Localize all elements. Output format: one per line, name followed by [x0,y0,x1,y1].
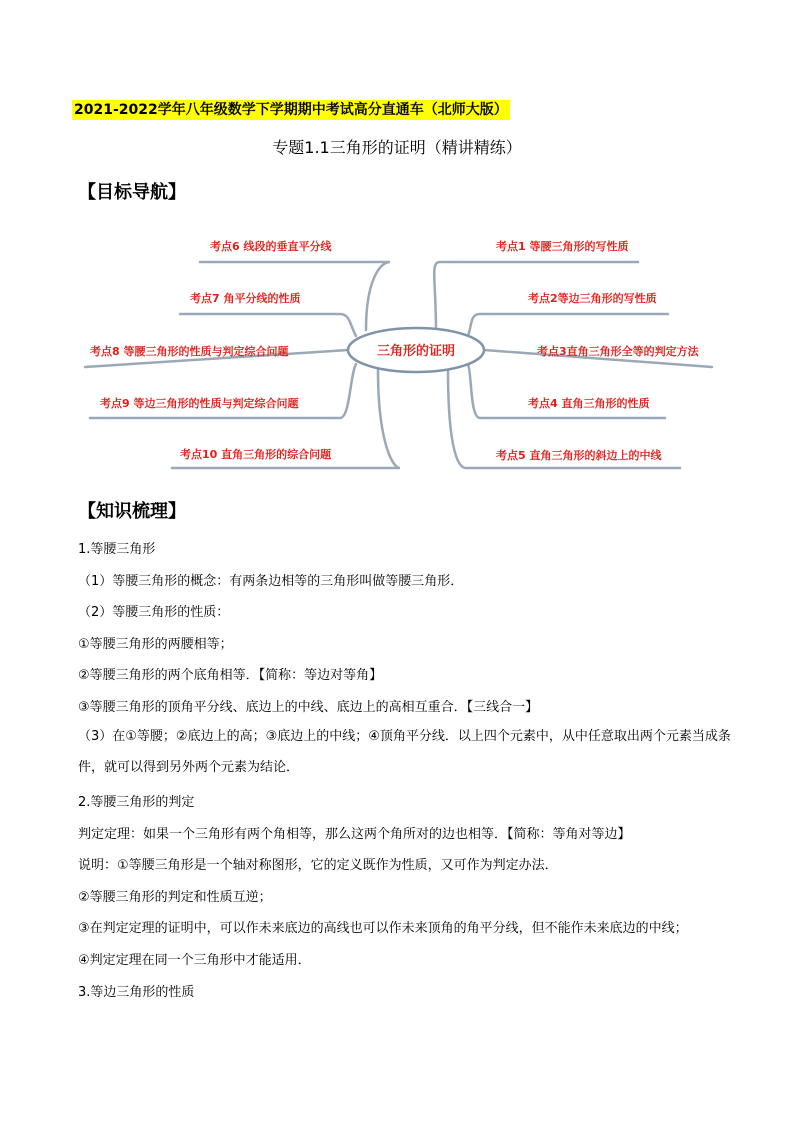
body-line: 2.等腰三角形的判定 [78,795,195,810]
body-line: 3.等边三角形的性质 [78,985,195,1000]
body-line: 说明：①等腰三角形是一个轴对称图形，它的定义既作为性质，又可作为判定办法． [78,858,558,873]
mindmap-branch-left-2 [180,314,356,336]
mindmap-center-label: 三角形的证明 [376,344,456,359]
body-line: ③等腰三角形的顶角平分线、底边上的中线、底边上的高相互重合．【三线合一】 [78,700,539,715]
mindmap-node-left-2: 考点7 角平分线的性质 [190,292,301,305]
body-line: 判定定理：如果一个三角形有两个角相等，那么这两个角所对的边也相等．【简称：等角对等边】 [78,827,631,842]
section-heading-knowledge: 【知识梳理】 [78,501,186,522]
body-line: （1）等腰三角形的概念：有两条边相等的三角形叫做等腰三角形． [78,574,464,589]
mindmap-node-right-5: 考点5 直角三角形的斜边上的中线 [496,449,662,462]
mindmap-node-left-3: 考点8 等腰三角形的性质与判定综合问题 [90,345,289,358]
body-line: ④判定定理在同一个三角形中才能适用． [78,953,311,968]
body-line: ①等腰三角形的两腰相等； [78,637,233,652]
mindmap-node-right-3: 考点3直角三角形全等的判定方法 [537,345,699,358]
mindmap-node-left-5: 考点10 直角三角形的综合问题 [180,448,332,461]
body-line: ②等腰三角形的判定和性质互逆； [78,890,272,905]
mindmap-node-right-2: 考点2等边三角形的写性质 [528,292,657,305]
body-line: ③在判定定理的证明中，可以作未来底边的高线也可以作未来顶角的角平分线，但不能作未来底边的中线； [78,921,688,936]
document-title: 专题1.1三角形的证明（精讲精练） [272,138,522,157]
body-line: （2）等腰三角形的性质： [78,605,230,620]
mindmap-node-left-4: 考点9 等边三角形的性质与判定综合问题 [100,397,299,410]
body-line: ②等腰三角形的两个底角相等．【简称：等边对等角】 [78,668,383,683]
series-title: 2021-2022学年八年级数学下学期期中考试高分直通车（北师大版） [74,102,508,118]
body-line: （3）在①等腰；②底边上的高；③底边上的中线；④顶角平分线．以上四个元素中，从中任意取出两个元素当成条件，就可以得到另外两个元素为结论． [78,729,731,775]
mindmap-node-left-1: 考点6 线段的垂直平分线 [210,240,332,253]
mindmap-node-right-1: 考点1 等腰三角形的写性质 [496,240,629,253]
section-heading-goal-nav: 【目标导航】 [78,182,186,203]
mindmap-node-right-4: 考点4 直角三角形的性质 [528,397,650,410]
mindmap-branch-right-2 [468,314,668,336]
body-line: 1.等腰三角形 [78,542,156,557]
